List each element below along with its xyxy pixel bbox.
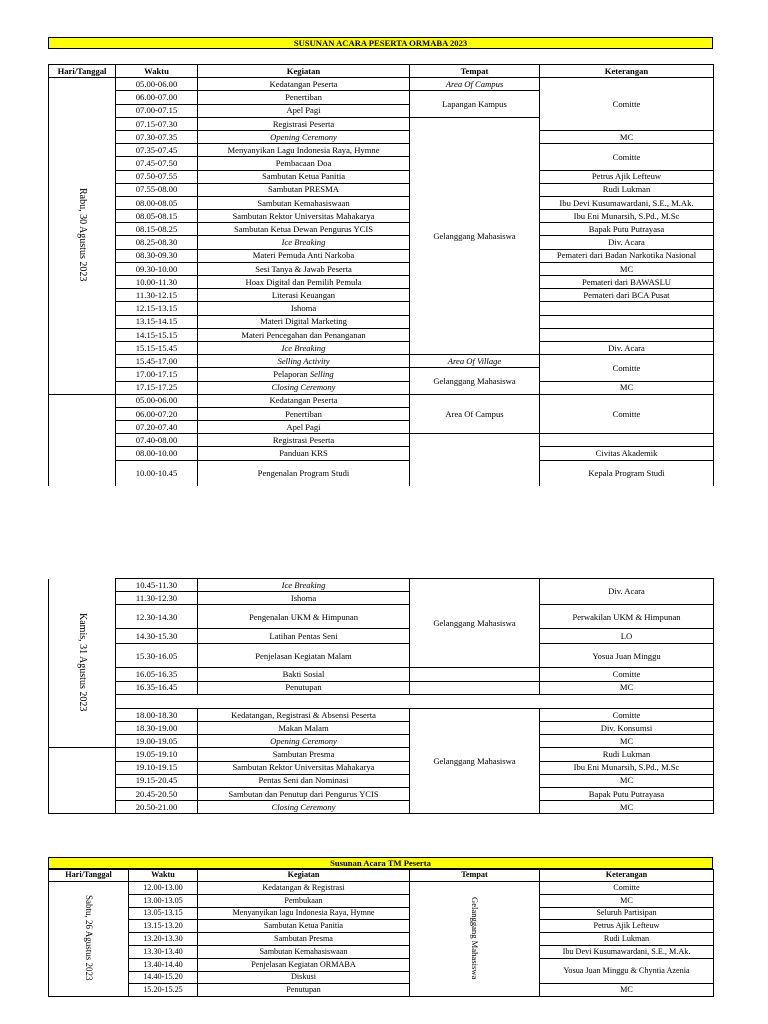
note-cell: Rudi Lukman xyxy=(540,933,714,946)
time-cell: 11.30-12.15 xyxy=(116,289,198,302)
time-cell: 13.05-13.15 xyxy=(129,907,198,920)
note-cell: MC xyxy=(540,984,714,997)
time-cell: 13.15-13.20 xyxy=(129,920,198,933)
table-row xyxy=(49,341,714,354)
time-cell: 07.20-07.40 xyxy=(116,421,198,434)
time-cell: 12.30-14.30 xyxy=(116,605,198,629)
note-cell: MC xyxy=(540,894,714,907)
table-row xyxy=(49,434,714,447)
time-cell: 06.00-07.20 xyxy=(116,407,198,420)
note-cell: MC xyxy=(540,381,714,394)
time-cell: 18.30-19.00 xyxy=(116,721,198,734)
time-cell: 15.20-15.25 xyxy=(129,984,198,997)
activity-cell: Sambutan Ketua Panitia xyxy=(198,920,410,933)
time-cell: 20.45-20.50 xyxy=(116,787,198,800)
place-cell xyxy=(410,668,540,681)
note-cell: Div. Acara xyxy=(540,236,714,249)
table-row xyxy=(49,355,714,368)
place-cell: Area Of Campus xyxy=(410,394,540,434)
note-cell: Comitte xyxy=(540,394,714,434)
note-cell: Rudi Lukman xyxy=(540,748,714,761)
time-cell: 16.35-16.45 xyxy=(116,681,198,694)
activity-cell: Menyanyikan Lagu Indonesia Raya, Hymne xyxy=(198,144,410,157)
note-cell: MC xyxy=(540,774,714,787)
activity-cell: Sambutan dan Penutup dari Pengurus YCIS xyxy=(198,787,410,800)
table-row xyxy=(49,735,714,748)
table-row xyxy=(49,882,714,895)
activity-cell: Ishoma xyxy=(198,592,410,605)
time-cell: 12.15-13.15 xyxy=(116,302,198,315)
activity-cell: Hoax Digital dan Pemilih Pemula xyxy=(198,276,410,289)
time-cell: 17.15-17.25 xyxy=(116,381,198,394)
place-cell xyxy=(410,434,540,486)
activity-cell: Bakti Sosial xyxy=(198,668,410,681)
note-cell: Yosua Juan Minggu xyxy=(540,644,714,668)
place-label: Gelanggang Mahasiswa xyxy=(469,896,480,980)
place-cell: Area Of Campus xyxy=(410,78,540,91)
activity-cell: Selling Activity xyxy=(198,355,410,368)
place-cell: Gelanggang Mahasiswa xyxy=(410,579,540,668)
header-day: Hari/Tanggal xyxy=(49,870,129,882)
activity-cell: Apel Pagi xyxy=(198,421,410,434)
table-row xyxy=(49,605,714,629)
activity-cell: Pengenalan UKM & Himpunan xyxy=(198,605,410,629)
time-cell: 08.05-08.15 xyxy=(116,210,198,223)
day-label: Kamis, 31 Agustus 2023 xyxy=(77,612,88,712)
table-row xyxy=(49,170,714,183)
note-cell xyxy=(540,328,714,341)
table-row xyxy=(49,262,714,275)
table-row xyxy=(49,708,714,721)
note-cell: Comitte xyxy=(540,78,714,131)
table-row xyxy=(49,249,714,262)
time-cell: 07.50-07.55 xyxy=(116,170,198,183)
table-row xyxy=(49,328,714,341)
note-cell: Pemateri dari Badan Narkotika Nasional xyxy=(540,249,714,262)
activity-cell: Ice Breaking xyxy=(198,236,410,249)
activity-cell: Sambutan Rektor Universitas Mahakarya xyxy=(198,210,410,223)
activity-cell: Registrasi Peserta xyxy=(198,117,410,130)
activity-cell: Materi Pencegahan dan Penanganan xyxy=(198,328,410,341)
time-cell: 08.00-10.00 xyxy=(116,447,198,460)
activity-cell: Materi Pemuda Anti Narkoba xyxy=(198,249,410,262)
time-cell: 16.05-16.35 xyxy=(116,668,198,681)
day-cell xyxy=(49,78,116,395)
table-header-row xyxy=(49,870,714,882)
note-cell: Civitas Akademik xyxy=(540,447,714,460)
spacer-row xyxy=(49,694,714,708)
activity-cell: Closing Ceremony xyxy=(198,801,410,814)
note-cell: Petrus Ajik Lefteuw xyxy=(540,170,714,183)
time-cell: 07.45-07.50 xyxy=(116,157,198,170)
time-cell: 19.00-19.05 xyxy=(116,735,198,748)
note-cell: Comitte xyxy=(540,355,714,381)
note-cell: Rudi Lukman xyxy=(540,183,714,196)
table-row xyxy=(49,302,714,315)
place-cell xyxy=(410,681,540,694)
time-cell: 18.00-18.30 xyxy=(116,708,198,721)
note-cell: Comitte xyxy=(540,708,714,721)
note-cell xyxy=(540,315,714,328)
time-cell: 13.00-13.05 xyxy=(129,894,198,907)
time-cell: 08.30-09.30 xyxy=(116,249,198,262)
note-cell: Ibu Devi Kusumawardani, S.E., M.Ak. xyxy=(540,945,714,958)
note-cell: Div. Konsumsi xyxy=(540,721,714,734)
note-cell: LO xyxy=(540,629,714,644)
table-row xyxy=(49,644,714,668)
table-row xyxy=(49,629,714,644)
table-row xyxy=(49,801,714,814)
activity-cell: Opening Ceremony xyxy=(198,130,410,143)
activity-cell: Apel Pagi xyxy=(198,104,410,117)
time-cell: 07.30-07.35 xyxy=(116,130,198,143)
activity-cell: Registrasi Peserta xyxy=(198,434,410,447)
place-cell: Gelanggang Mahasiswa xyxy=(410,368,540,394)
note-cell: Seluruh Partisipan xyxy=(540,907,714,920)
table-row xyxy=(49,761,714,774)
note-cell: MC xyxy=(540,801,714,814)
table-row xyxy=(49,315,714,328)
table-row xyxy=(49,933,714,946)
day-label: Sabtu, 26 Agustus 2023 xyxy=(84,895,94,981)
day-cell xyxy=(49,748,116,761)
time-cell: 10.00-10.45 xyxy=(116,460,198,486)
note-cell: Petrus Ajik Lefteuw xyxy=(540,920,714,933)
time-cell: 07.40-08.00 xyxy=(116,434,198,447)
table-row xyxy=(49,183,714,196)
note-cell: Div. Acara xyxy=(540,341,714,354)
table-row xyxy=(49,394,714,407)
day-cell xyxy=(49,801,116,814)
day-cell xyxy=(49,579,116,748)
activity-cell: Penertiban xyxy=(198,91,410,104)
activity-cell: Penjelasan Kegiatan ORMABA xyxy=(198,958,410,971)
note-cell: Ibu Eni Munarsih, S.Pd., M.Sc xyxy=(540,210,714,223)
schedule-table-day2 xyxy=(48,578,714,814)
time-cell: 17.00-17.15 xyxy=(116,368,198,381)
activity-cell: Penertiban xyxy=(198,407,410,420)
activity-cell: Diskusi xyxy=(198,971,410,984)
time-cell: 15.45-17.00 xyxy=(116,355,198,368)
time-cell: 14.30-15.30 xyxy=(116,629,198,644)
activity-cell: Kedatangan & Registrasi xyxy=(198,882,410,895)
table-row xyxy=(49,748,714,761)
day-cell xyxy=(49,774,116,787)
time-cell: 13.30-13.40 xyxy=(129,945,198,958)
activity-cell: Panduan KRS xyxy=(198,447,410,460)
activity-cell: Pentas Seni dan Nominasi xyxy=(198,774,410,787)
schedule-table-tm xyxy=(48,869,714,997)
activity-cell: Sambutan Presma xyxy=(198,933,410,946)
activity-cell: Ishoma xyxy=(198,302,410,315)
time-cell: 20.50-21.00 xyxy=(116,801,198,814)
time-cell: 08.00-08.05 xyxy=(116,196,198,209)
table-row xyxy=(49,78,714,91)
note-cell: MC xyxy=(540,130,714,143)
table-header-row xyxy=(49,65,714,78)
time-cell: 08.15-08.25 xyxy=(116,223,198,236)
time-cell: 13.20-13.30 xyxy=(129,933,198,946)
activity-cell: Sambutan Ketua Dewan Pengurus YCIS xyxy=(198,223,410,236)
note-cell: Bapak Putu Putrayasa xyxy=(540,787,714,800)
activity-cell: Sambutan PRESMA xyxy=(198,183,410,196)
table-row xyxy=(49,668,714,681)
place-cell: Gelanggang Mahasiswa xyxy=(410,708,540,814)
time-cell: 10.45-11.30 xyxy=(116,579,198,592)
day-cell xyxy=(49,761,116,774)
table-row xyxy=(49,920,714,933)
time-cell: 13.15-14.15 xyxy=(116,315,198,328)
time-cell: 14.40-15.20 xyxy=(129,971,198,984)
activity-text: Pelaporan xyxy=(273,369,310,380)
note-cell: Comitte xyxy=(540,144,714,170)
table-row xyxy=(49,210,714,223)
time-cell: 13.40-14.40 xyxy=(129,958,198,971)
note-cell: Pemateri dari BCA Pusat xyxy=(540,289,714,302)
activity-cell: Sambutan Kemahasiswaan xyxy=(198,196,410,209)
note-cell: Comitte xyxy=(540,882,714,895)
activity-cell: Ice Breaking xyxy=(198,341,410,354)
time-cell: 06.00-07.00 xyxy=(116,91,198,104)
activity-cell: Materi Digital Marketing xyxy=(198,315,410,328)
note-cell: Ibu Eni Munarsih, S.Pd., M.Sc xyxy=(540,761,714,774)
activity-cell: Kedatangan, Registrasi & Absensi Peserta xyxy=(198,708,410,721)
time-cell: 19.05-19.10 xyxy=(116,748,198,761)
table-row xyxy=(49,907,714,920)
time-cell: 05.00-06.00 xyxy=(116,394,198,407)
header-activity: Kegiatan xyxy=(198,870,410,882)
table-row xyxy=(49,945,714,958)
header-day: Hari/Tanggal xyxy=(49,65,116,78)
table-row xyxy=(49,447,714,460)
time-cell: 15.15-15.45 xyxy=(116,341,198,354)
note-cell: Kepala Program Studi xyxy=(540,460,714,486)
activity-cell: Literasi Keuangan xyxy=(198,289,410,302)
activity-cell xyxy=(198,368,410,381)
table-row xyxy=(49,579,714,592)
table-row xyxy=(49,721,714,734)
table-row xyxy=(49,289,714,302)
activity-cell: Opening Ceremony xyxy=(198,735,410,748)
table-row xyxy=(49,774,714,787)
note-cell: MC xyxy=(540,681,714,694)
table-row xyxy=(49,144,714,157)
activity-cell: Sambutan Rektor Universitas Mahakarya xyxy=(198,761,410,774)
header-place: Tempat xyxy=(410,65,540,78)
activity-cell: Sesi Tanya & Jawab Peserta xyxy=(198,262,410,275)
spacer-cell xyxy=(116,694,714,708)
table-row xyxy=(49,223,714,236)
time-cell: 09.30-10.00 xyxy=(116,262,198,275)
place-cell xyxy=(410,882,540,997)
table-row xyxy=(49,681,714,694)
time-cell: 14.15-15.15 xyxy=(116,328,198,341)
activity-cell: Closing Ceremony xyxy=(198,381,410,394)
header-activity: Kegiatan xyxy=(198,65,410,78)
activity-cell: Kedatangan Peserta xyxy=(198,78,410,91)
table-row xyxy=(49,381,714,394)
header-time: Waktu xyxy=(129,870,198,882)
schedule-title: SUSUNAN ACARA PESERTA ORMABA 2023 xyxy=(48,37,713,49)
time-cell: 07.15-07.30 xyxy=(116,117,198,130)
table-row xyxy=(49,787,714,800)
note-cell: Bapak Putu Putrayasa xyxy=(540,223,714,236)
header-place: Tempat xyxy=(410,870,540,882)
table-row xyxy=(49,196,714,209)
table-row xyxy=(49,460,714,486)
activity-cell: Pembukaan xyxy=(198,894,410,907)
activity-cell: Sambutan Presma xyxy=(198,748,410,761)
place-cell: Gelanggang Mahasiswa xyxy=(410,117,540,354)
header-note: Keterangan xyxy=(540,870,714,882)
activity-cell: Ice Breaking xyxy=(198,579,410,592)
activity-cell: Penjelasan Kegiatan Malam xyxy=(198,644,410,668)
activity-cell: Kedatangan Peserta xyxy=(198,394,410,407)
note-cell: Comitte xyxy=(540,668,714,681)
schedule-table-day1 xyxy=(48,64,714,486)
activity-cell: Makan Malam xyxy=(198,721,410,734)
activity-cell: Menyanyikan lagu Indonesia Raya, Hymne xyxy=(198,907,410,920)
time-cell: 15.30-16.05 xyxy=(116,644,198,668)
table-row xyxy=(49,958,714,971)
time-cell: 07.35-07.45 xyxy=(116,144,198,157)
place-cell: Area Of Village xyxy=(410,355,540,368)
place-cell: Lapangan Kampus xyxy=(410,91,540,117)
header-note: Keterangan xyxy=(540,65,714,78)
time-cell: 12.00-13.00 xyxy=(129,882,198,895)
activity-cell: Latihan Pentas Seni xyxy=(198,629,410,644)
day-cell xyxy=(49,882,129,997)
day-label: Rabu, 30 Agustus 2023 xyxy=(77,188,88,282)
table-row xyxy=(49,130,714,143)
activity-cell: Pengenalan Program Studi xyxy=(198,460,410,486)
activity-italic: Selling xyxy=(309,369,334,380)
time-cell: 07.00-07.15 xyxy=(116,104,198,117)
time-cell: 07.55-08.00 xyxy=(116,183,198,196)
note-cell: Perwakilan UKM & Himpunan xyxy=(540,605,714,629)
header-time: Waktu xyxy=(116,65,198,78)
time-cell: 05.00-06.00 xyxy=(116,78,198,91)
note-cell: Yosua Juan Minggu & Chyntia Azenia xyxy=(540,958,714,984)
note-cell: Pemateri dari BAWASLU xyxy=(540,276,714,289)
note-cell: MC xyxy=(540,735,714,748)
time-cell: 08.25-08.30 xyxy=(116,236,198,249)
day-cell xyxy=(49,394,116,486)
table-row xyxy=(49,984,714,997)
activity-cell: Sambutan Ketua Panitia xyxy=(198,170,410,183)
activity-cell: Pembacaan Doa xyxy=(198,157,410,170)
activity-cell: Penutupan xyxy=(198,681,410,694)
tm-schedule-title: Susunan Acara TM Peserta xyxy=(48,857,713,869)
table-row xyxy=(49,236,714,249)
time-cell: 10.00-11.30 xyxy=(116,276,198,289)
table-row xyxy=(49,276,714,289)
note-cell: Ibu Devi Kusumawardani, S.E., M.Ak. xyxy=(540,196,714,209)
time-cell: 11.30-12.30 xyxy=(116,592,198,605)
activity-cell: Sambutan Kemahasiswaan xyxy=(198,945,410,958)
note-cell: MC xyxy=(540,262,714,275)
time-cell: 19.15-20.45 xyxy=(116,774,198,787)
note-cell xyxy=(540,302,714,315)
activity-cell: Penutupan xyxy=(198,984,410,997)
table-row xyxy=(49,894,714,907)
time-cell: 19.10-19.15 xyxy=(116,761,198,774)
day-cell xyxy=(49,787,116,800)
note-cell xyxy=(540,434,714,447)
note-cell: Div. Acara xyxy=(540,579,714,605)
